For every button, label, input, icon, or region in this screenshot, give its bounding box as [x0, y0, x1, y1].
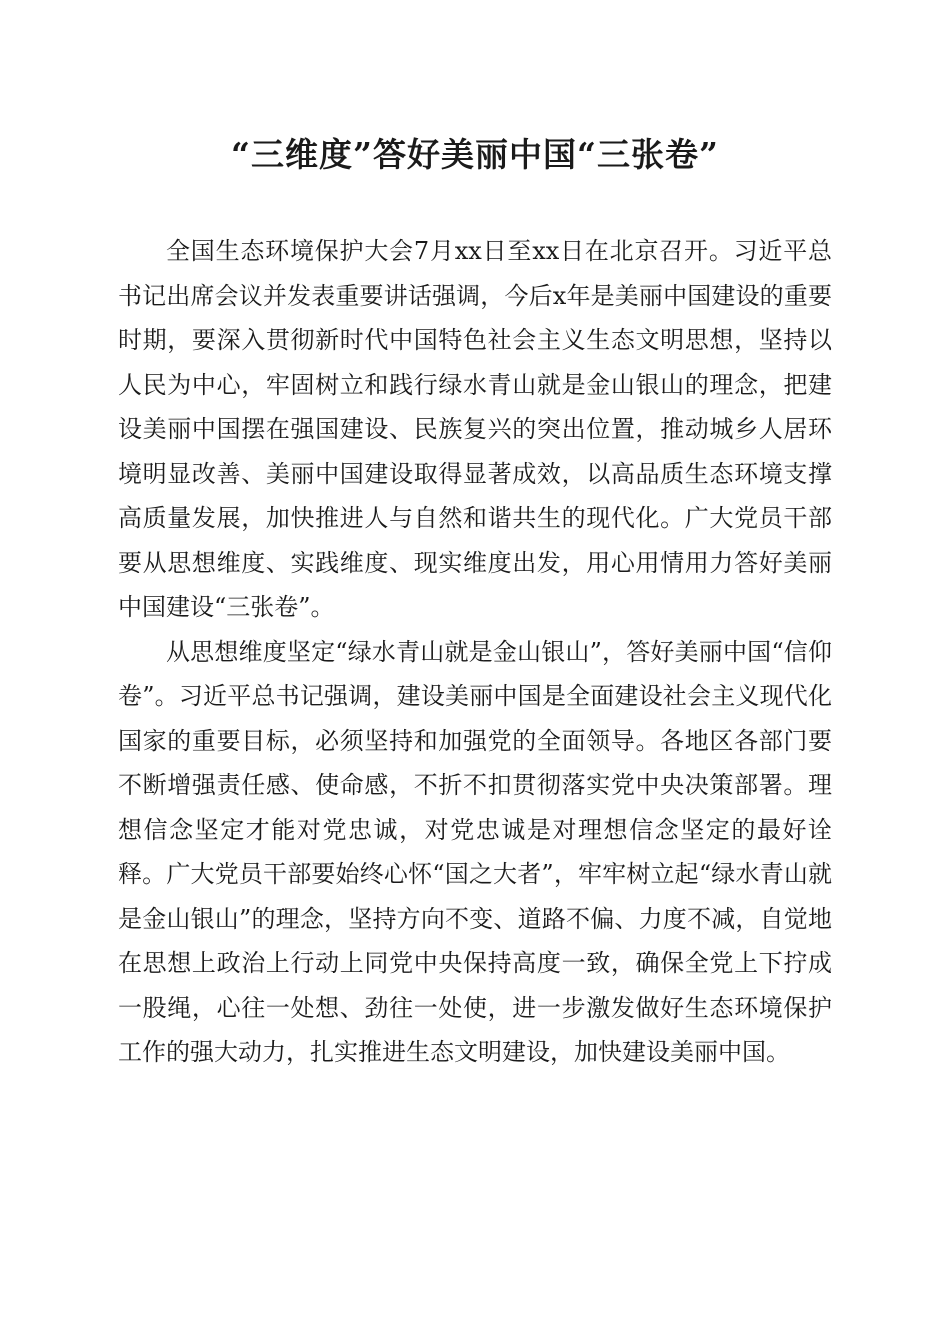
paragraph-2: 从思想维度坚定“绿水青山就是金山银山”，答好美丽中国“信仰卷”。习近平总书记强调，建设美丽中国是全面建设社会主义现代化国家的重要目标，必须坚持和加强党的全面领导。各地区各部门要不断增强责任感、使命感，不折不扣贯彻落实党中央决策部署。理想信念坚定才能对党忠诚，对党忠诚是对理想信念坚定的最好诠释。广大党员干部要始终心怀“国之大者”，牢牢树立起“绿水青山就是金山银山”的理念，坚持方向不变、道路不偏、力度不减，自觉地在思想上政治上行动上同党中央保持高度一致，确保全党上下拧成一股绳，心往一处想、劲往一处使，进一步激发做好生态环境保护工作的强大动力，扎实推进生态文明建设，加快建设美丽中国。 — [118, 637, 832, 1066]
document-body — [118, 229, 832, 1075]
document-title: “三维度”答好美丽中国“三张卷” — [231, 135, 719, 174]
paragraph-1: 全国生态环境保护大会7月xx日至xx日在北京召开。习近平总书记出席会议并发表重要讲话强调，今后x年是美丽中国建设的重要时期，要深入贯彻新时代中国特色社会主义生态文明思想，坚持以人民为中心，牢固树立和践行绿水青山就是金山银山的理念，把建设美丽中国摆在强国建设、民族复兴的突出位置，推动城乡人居环境明显改善、美丽中国建设取得显著成效，以高品质生态环境支撑高质量发展，加快推进人与自然和谐共生的现代化。广大党员干部要从思想维度、实践维度、现实维度出发，用心用情用力答好美丽中国建设“三张卷”。 — [118, 237, 832, 621]
